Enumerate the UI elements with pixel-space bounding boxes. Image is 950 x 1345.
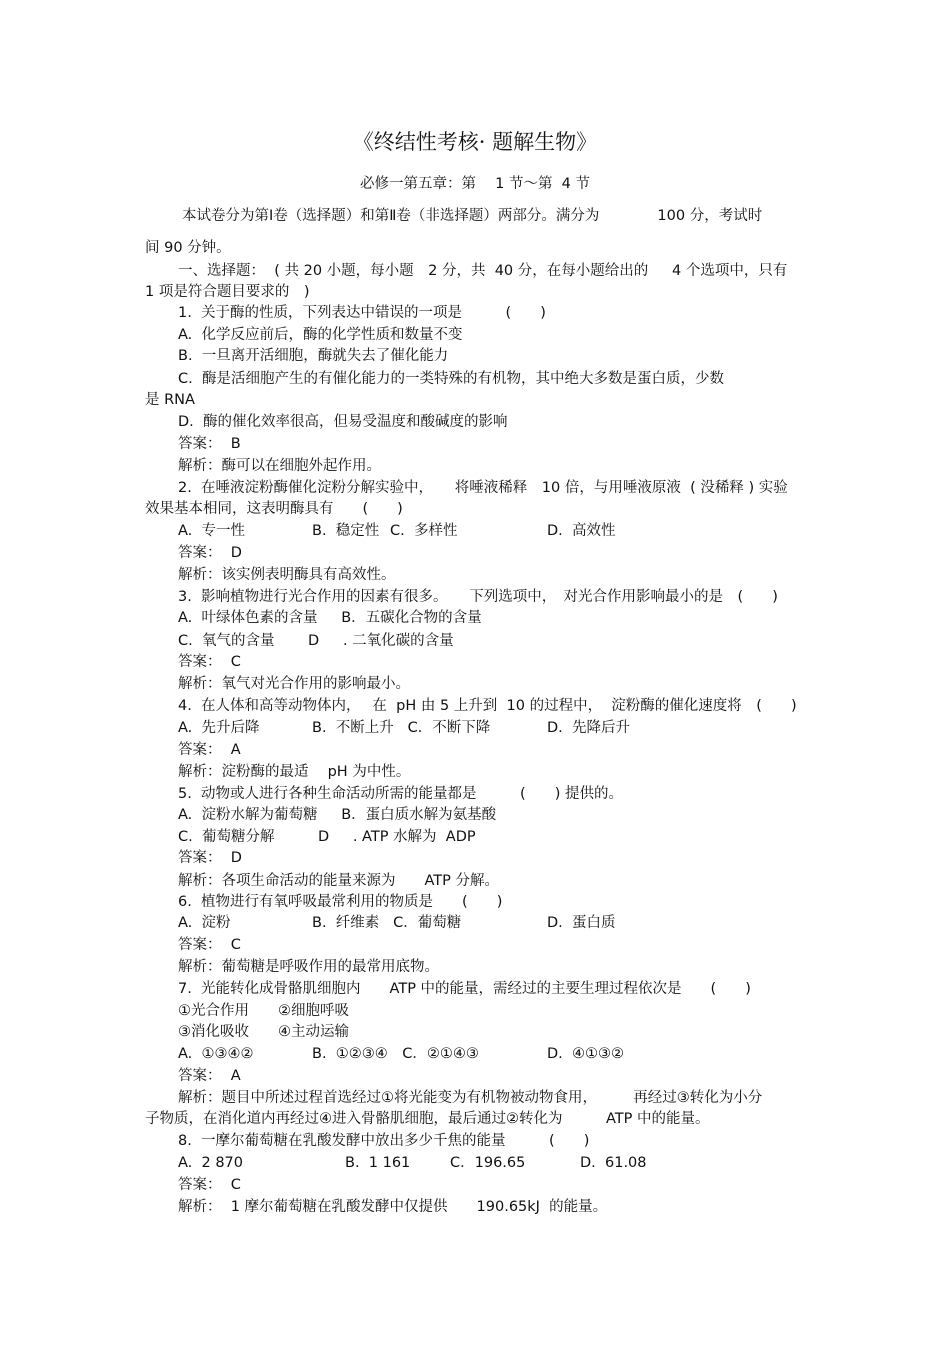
question-5-analysis: 解析：各项生命活动的能量来源为 ATP 分解。 bbox=[178, 873, 500, 889]
question-8-option-a: A. 2 870 bbox=[178, 1155, 244, 1171]
question-1-option-c: C. 酶是活细胞产生的有催化能力的一类特殊的有机物，其中绝大多数是蛋白质，少数 bbox=[178, 371, 724, 387]
question-4-answer: 答案： A bbox=[178, 742, 241, 758]
question-2-stem-cont: 效果基本相同，这表明酶具有 ( ) bbox=[145, 501, 403, 517]
question-6-stem: 6. 植物进行有氧呼吸最常利用的物质是 ( ) bbox=[178, 894, 503, 910]
question-5-options-cd: C. 葡萄糖分解 D . ATP 水解为 ADP bbox=[178, 829, 476, 845]
section-heading-line-1: 一、选择题： ( 共 20 小题，每小题 2 分，共 40 分，在每小题给出的 4 个选项中，只有 bbox=[178, 263, 788, 279]
question-1-analysis: 解析：酶可以在细胞外起作用。 bbox=[178, 458, 381, 474]
question-7-process-list-2: ③消化吸收 ④主动运输 bbox=[178, 1024, 349, 1040]
question-1-option-d: D. 酶的催化效率很高，但易受温度和酸碱度的影响 bbox=[178, 414, 508, 430]
question-2-option-b: B. 稳定性 bbox=[312, 523, 380, 539]
question-3-answer: 答案： C bbox=[178, 654, 241, 670]
question-7-analysis-cont: 子物质，在消化道内再经过④进入骨骼肌细胞，最后通过②转化为 ATP 中的能量。 bbox=[145, 1111, 710, 1127]
question-1-option-b: B. 一旦离开活细胞，酶就失去了催化能力 bbox=[178, 348, 449, 364]
question-3-analysis: 解析：氧气对光合作用的影响最小。 bbox=[178, 676, 410, 692]
question-2-option-c: C. 多样性 bbox=[390, 523, 458, 539]
question-3-stem: 3. 影响植物进行光合作用的因素有很多。 下列选项中， 对光合作用影响最小的是 ( ) bbox=[178, 589, 778, 605]
question-4-option-d: D. 先降后升 bbox=[547, 720, 630, 736]
question-6-answer: 答案： C bbox=[178, 937, 241, 953]
question-5-options-ab: A. 淀粉水解为葡萄糖 B．蛋白质水解为氨基酸 bbox=[178, 807, 497, 823]
question-2-answer: 答案： D bbox=[178, 545, 242, 561]
question-1-answer: 答案： B bbox=[178, 436, 241, 452]
question-4-option-a: A. 先升后降 bbox=[178, 720, 260, 736]
question-6-option-d: D. 蛋白质 bbox=[547, 915, 616, 931]
question-5-stem: 5. 动物或人进行各种生命活动所需的能量都是 ( ) 提供的。 bbox=[178, 786, 623, 802]
question-6-options-bc: B. 纤维素 C．葡萄糖 bbox=[312, 915, 462, 931]
question-2-option-d: D. 高效性 bbox=[547, 523, 616, 539]
question-8-option-c: C．196.65 bbox=[450, 1155, 526, 1171]
question-2-analysis: 解析：该实例表明酶具有高效性。 bbox=[178, 567, 396, 583]
question-7-process-list-1: ①光合作用 ②细胞呼吸 bbox=[178, 1003, 349, 1019]
question-8-stem: 8. 一摩尔葡萄糖在乳酸发酵中放出多少千焦的能量 ( ) bbox=[178, 1133, 590, 1149]
question-7-answer: 答案： A bbox=[178, 1068, 241, 1084]
question-1-option-a: A. 化学反应前后，酶的化学性质和数量不变 bbox=[178, 327, 463, 343]
question-1-option-c-cont: 是 RNA bbox=[145, 392, 195, 408]
question-7-stem: 7. 光能转化成骨骼肌细胞内 ATP 中的能量，需经过的主要生理过程依次是 ( ) bbox=[178, 981, 751, 997]
question-7-option-a: A. ①③④② bbox=[178, 1046, 254, 1062]
page-title: 《终结性考核· 题解生物》 bbox=[352, 130, 598, 154]
question-8-answer: 答案： C bbox=[178, 1177, 241, 1193]
question-4-options-bc: B. 不断上升 C．不断下降 bbox=[312, 720, 491, 736]
page-subtitle: 必修一第五章：第 1 节～第 4 节 bbox=[360, 176, 590, 192]
question-3-options-cd: C. 氧气的含量 D . 二氧化碳的含量 bbox=[178, 633, 454, 649]
question-8-analysis: 解析： 1 摩尔葡萄糖在乳酸发酵中仅提供 190.65kJ 的能量。 bbox=[178, 1199, 608, 1215]
question-4-analysis: 解析：淀粉酶的最适 pH 为中性。 bbox=[178, 764, 411, 780]
question-1-stem: 1. 关于酶的性质，下列表达中错误的一项是 ( ) bbox=[178, 305, 546, 321]
intro-line-1: 本试卷分为第Ⅰ卷（选择题）和第Ⅱ卷（非选择题）两部分。满分为 100 分，考试时 bbox=[182, 208, 763, 224]
question-5-answer: 答案： D bbox=[178, 850, 242, 866]
question-3-options-ab: A. 叶绿体色素的含量 B．五碳化合物的含量 bbox=[178, 610, 482, 626]
question-7-option-d: D. ④①③② bbox=[547, 1046, 624, 1062]
question-7-options-bc: B. ①②③④ C．②①④③ bbox=[312, 1046, 479, 1062]
intro-line-2: 间 90 分钟。 bbox=[145, 240, 231, 256]
question-7-analysis: 解析：题目中所述过程首选经过①将光能变为有机物被动物食用， 再经过③转化为小分 bbox=[178, 1090, 763, 1106]
question-4-stem: 4. 在人体和高等动物体内， 在 pH 由 5 上升到 10 的过程中， 淀粉酶的催化速度将 ( ) bbox=[178, 698, 797, 714]
question-8-option-d: D. 61.08 bbox=[580, 1155, 647, 1171]
question-6-option-a: A. 淀粉 bbox=[178, 915, 231, 931]
question-2-option-a: A. 专一性 bbox=[178, 523, 245, 539]
question-8-option-b: B. 1 161 bbox=[345, 1155, 411, 1171]
question-2-stem: 2. 在唾液淀粉酶催化淀粉分解实验中， 将唾液稀释 10 倍，与用唾液原液 ( 没稀释 ) 实验 bbox=[178, 480, 788, 496]
section-heading-line-2: 1 项是符合题目要求的 ) bbox=[145, 284, 310, 300]
question-6-analysis: 解析：葡萄糖是呼吸作用的最常用底物。 bbox=[178, 959, 439, 975]
